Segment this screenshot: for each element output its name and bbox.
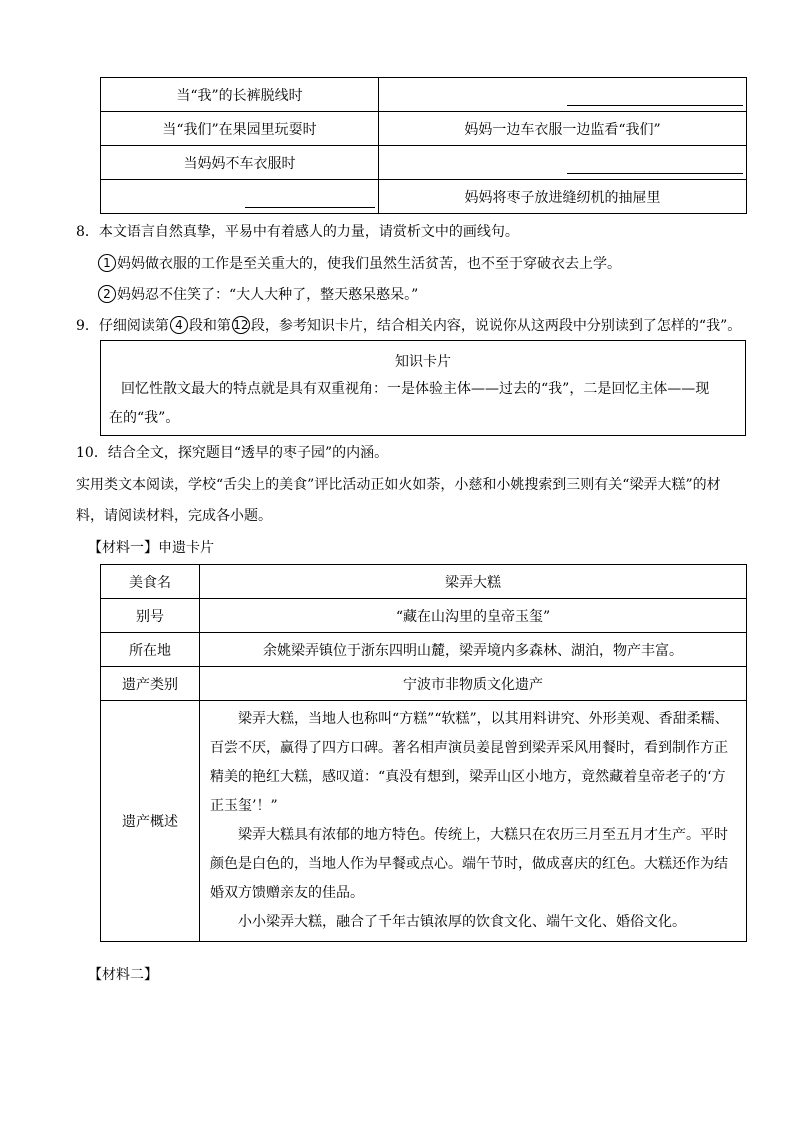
answer-blank-cell (379, 78, 747, 112)
circled-number: 2 (98, 285, 116, 303)
circled-number: 12 (233, 318, 249, 332)
table-value: 宁波市非物质文化遗产 (200, 667, 747, 701)
overview-paragraph: 小小梁弄大糕，融合了千年古镇浓厚的饮食文化、端午文化、婚俗文化。 (238, 914, 686, 930)
table-row (101, 180, 747, 214)
table-value: “藏在山沟里的皇帝玉玺” (200, 599, 747, 633)
circled-number: 1 (98, 254, 116, 272)
table-cell: 当“我”的长裤脱线时 (101, 78, 379, 112)
table-value: 梁弄大糕 (200, 565, 747, 599)
answer-blank-cell (101, 180, 379, 214)
table-row (101, 565, 747, 599)
table-row (101, 112, 747, 146)
card-text: 回忆性散文最大的特点就是具有双重视角：一是体验主体——过去的“我”，二是回忆主体——现 (121, 381, 710, 397)
table-key: 别号 (101, 599, 200, 633)
table-row (101, 633, 747, 667)
heritage-card-table (100, 564, 747, 942)
table-cell: 妈妈一边车衣服一边监看“我们” (379, 112, 747, 146)
reading-intro: 实用类文本阅读，学校“舌尖上的美食”评比活动正如火如荼，小慈和小姚搜索到三则有关“梁弄大糕”的材 (76, 477, 721, 493)
material-2-heading: 【材料二】 (88, 967, 158, 983)
overview-paragraph: 梁弄大糕具有浓郁的地方特色。传统上，大糕只在农历三月至五月才生产。平时颜色是白色的，当地人作为早餐或点心。端午节时，做成喜庆的红色。大糕还作为结婚双方馈赠亲友的佳品。 (210, 827, 728, 901)
table-key: 遗产类别 (101, 667, 200, 701)
question-8-stem: 8．本文语言自然真挚，平易中有着感人的力量，请赏析文中的画线句。 (76, 224, 519, 240)
answer-blank[interactable] (567, 173, 743, 174)
table-cell: 当妈妈不车衣服时 (101, 146, 379, 180)
circled-number: 4 (170, 316, 188, 334)
table-cell: 当“我们”在果园里玩耍时 (101, 112, 379, 146)
table-key: 所在地 (101, 633, 200, 667)
table-row (101, 667, 747, 701)
overview-text (200, 701, 747, 942)
table-cell: 妈妈将枣子放进缝纫机的抽屉里 (379, 180, 747, 214)
answer-blank[interactable] (245, 207, 375, 208)
question-10-stem: 10．结合全文，探究题目“透早的枣子园”的内涵。 (76, 445, 389, 461)
question-8-sentence-2 (97, 285, 418, 305)
table-key: 遗产概述 (101, 701, 200, 942)
card-text: 在的“我”。 (109, 410, 180, 426)
table-value: 余姚梁弄镇位于浙东四明山麓，梁弄境内多森林、湖泊，物产丰富。 (200, 633, 747, 667)
table-row (101, 78, 747, 112)
table-row (101, 701, 747, 942)
stem-text: 段和第 (188, 318, 231, 334)
knowledge-card (100, 340, 746, 436)
overview-paragraph: 梁弄大糕，当地人也称叫“方糕”“软糕”，以其用料讲究、外形美观、香甜柔糯、百尝不厌，赢得了四方口碑。著名相声演员姜昆曾到梁弄采风用餐时，看到制作方正精美的艳红大糕，感叹道：“真没有想到，梁弄山区小地方，竟然藏着皇帝老子的‘方正玉玺’！” (210, 711, 729, 814)
question-table (100, 77, 747, 214)
table-key: 美食名 (101, 565, 200, 599)
reading-intro: 料，请阅读材料，完成各小题。 (76, 508, 272, 524)
stem-text: 段，参考知识卡片，结合相关内容，说说你从这两段中分别读到了怎样的“我”。 (250, 318, 742, 334)
table-row (101, 146, 747, 180)
answer-blank[interactable] (567, 105, 743, 106)
sentence-text: 妈妈做衣服的工作是至关重大的，使我们虽然生活贫苦，也不至于穿破衣去上学。 (117, 256, 621, 272)
sentence-text: 妈妈忍不住笑了：“大人大种了，整天憨呆憨呆。” (117, 287, 419, 303)
answer-blank-cell (379, 146, 747, 180)
stem-text: 9．仔细阅读第 (76, 318, 169, 334)
question-9-stem (76, 316, 741, 336)
table-row (101, 599, 747, 633)
card-title: 知识卡片 (395, 354, 451, 370)
material-1-heading: 【材料一】申遗卡片 (88, 540, 214, 556)
question-8-sentence-1 (97, 254, 621, 274)
